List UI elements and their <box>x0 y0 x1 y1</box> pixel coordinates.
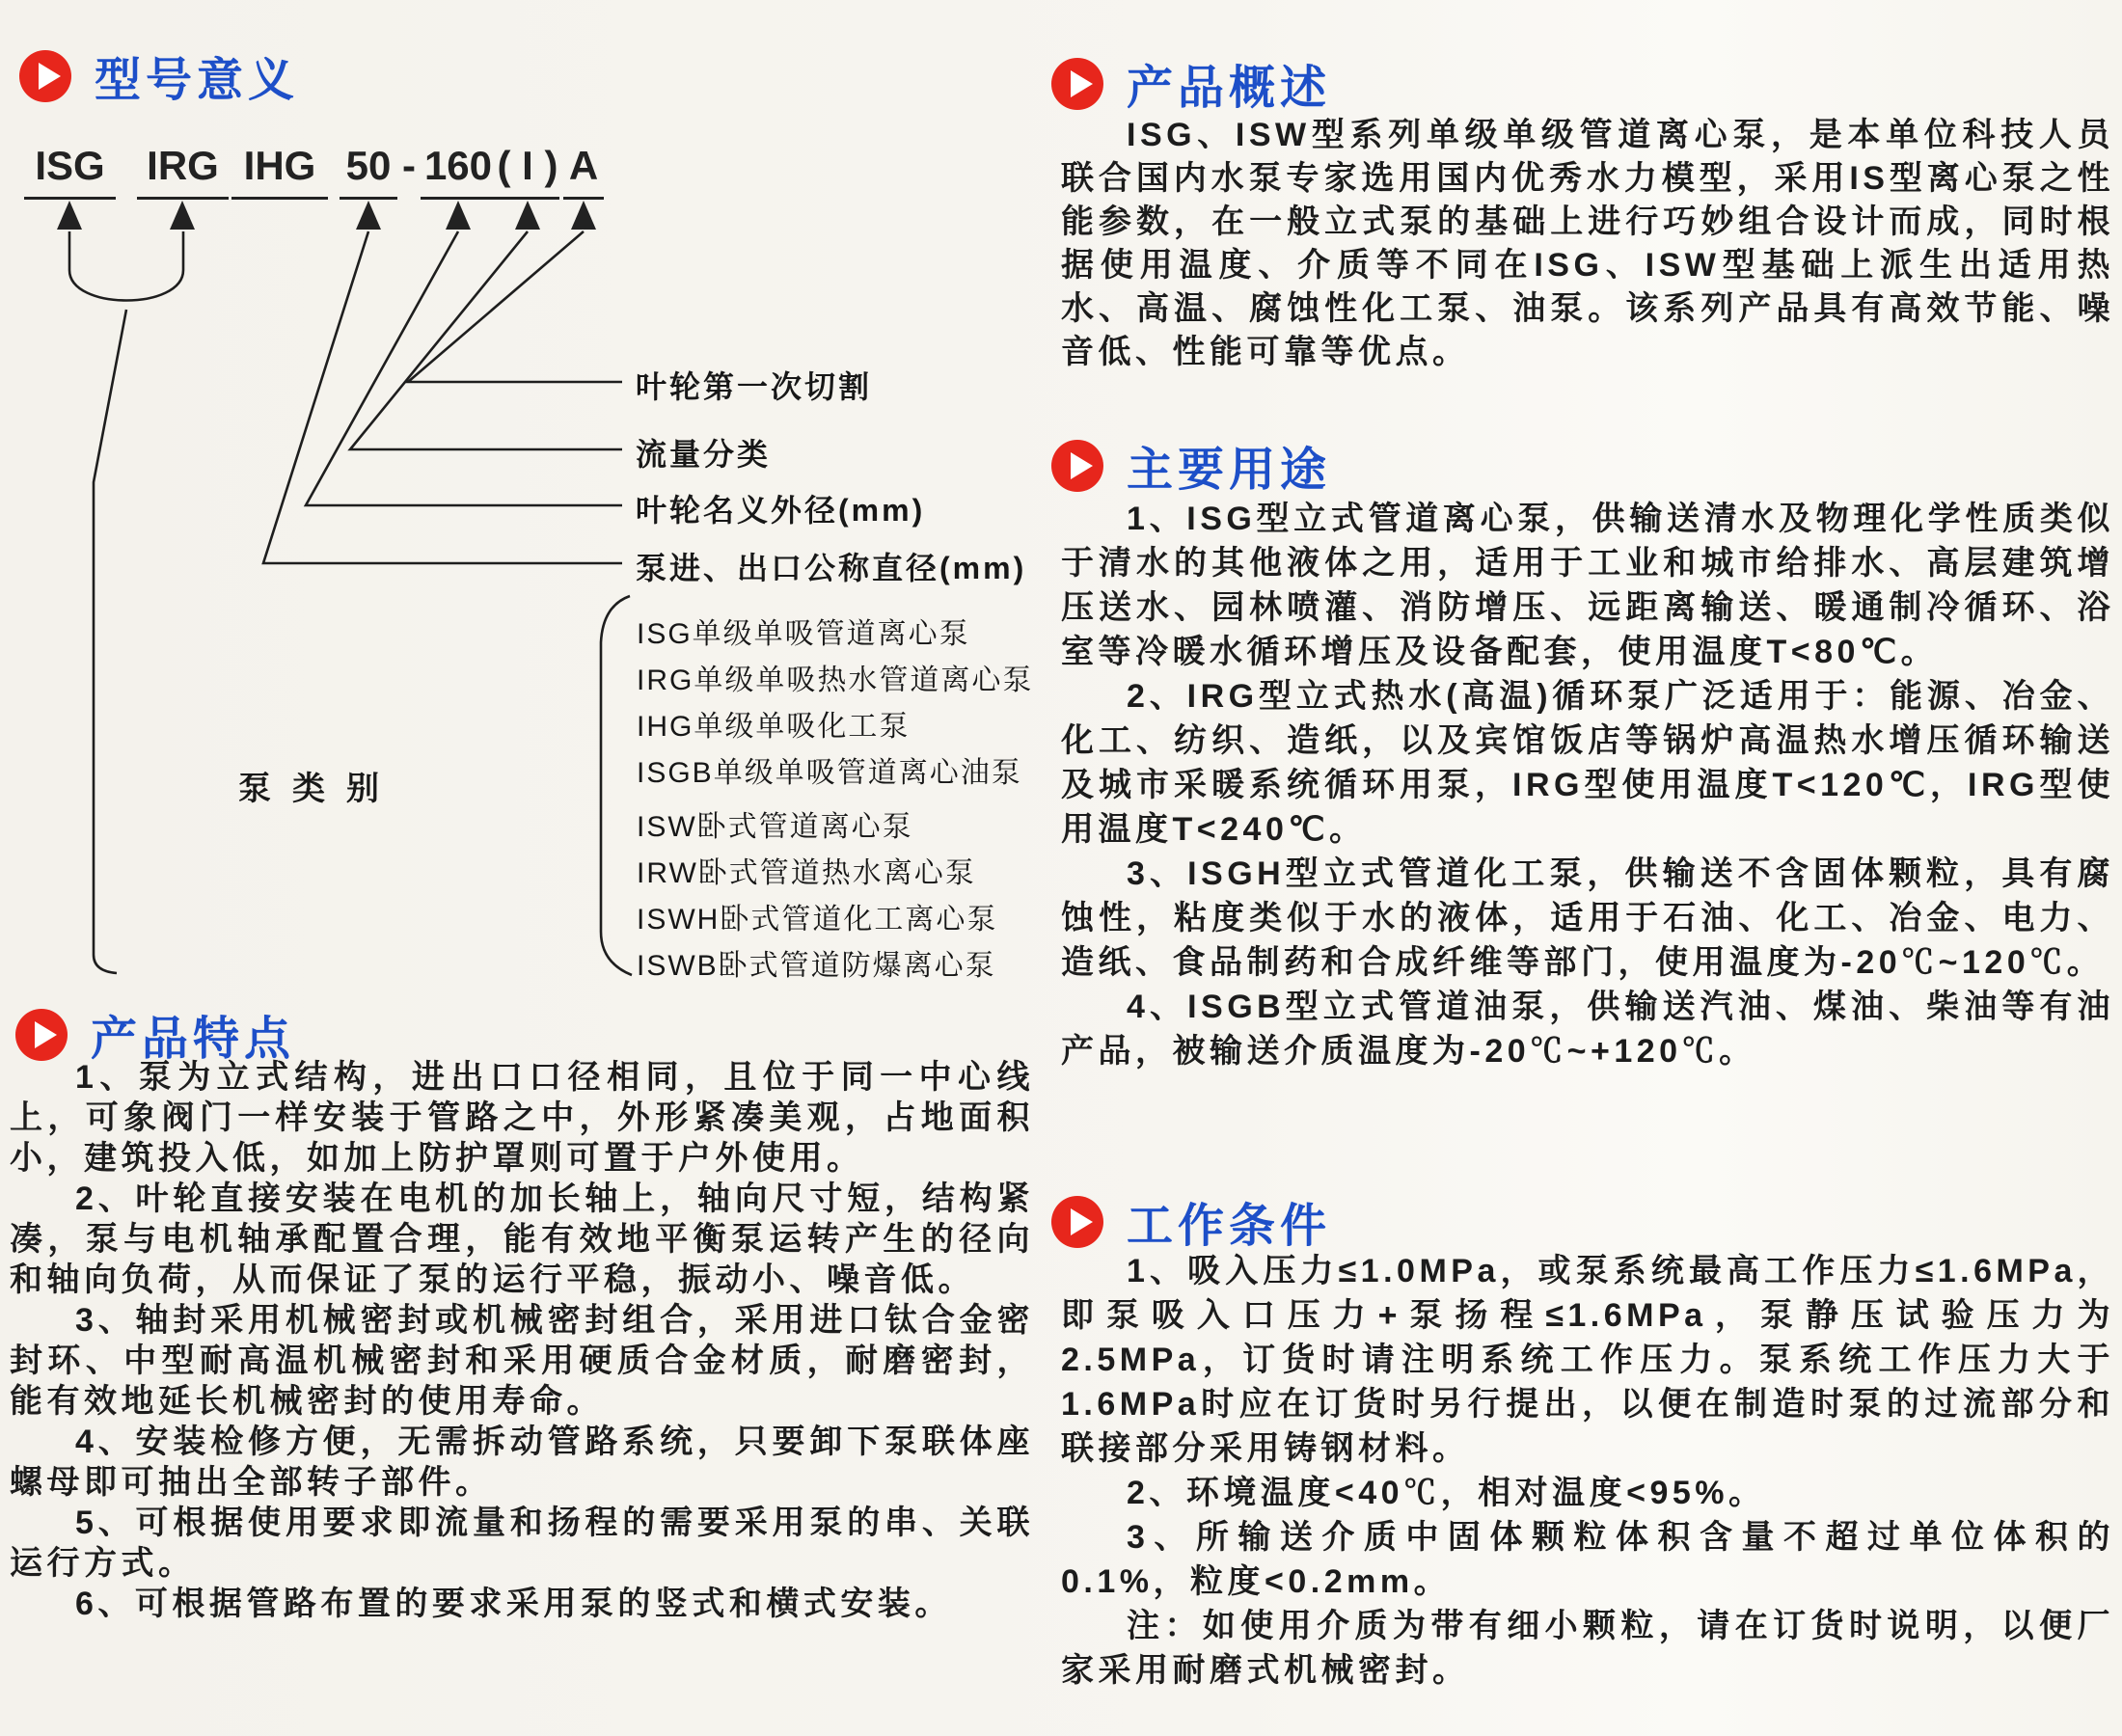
pump-category-label: 泵类别 <box>238 771 400 807</box>
model-segment-ihg: IHG <box>231 143 328 200</box>
model-segment-irg: IRG <box>137 143 229 200</box>
applications-body <box>1061 497 2114 1073</box>
callout-port-diameter: 泵进、出口公称直径(mm) <box>636 551 1027 585</box>
feature-paragraph: 2、叶轮直接安装在电机的加长轴上，轴向尺寸短，结构紧凑，泵与电机轴承配置合理，能有效地平衡泵运转产生的径向和轴向负荷，从而保证了泵的运行平稳，振动小、噪音低。 <box>10 1180 1034 1298</box>
feature-paragraph: 5、可根据使用要求即流量和扬程的需要采用泵的串、关联运行方式。 <box>10 1505 1034 1582</box>
overview-paragraph: ISG、ISW型系列单级单级管道离心泵，是本单位科技人员联合国内水泵专家选用国内优秀水力模型，采用IS型离心泵之性能参数，在一般立式泵的基础上进行巧妙组合设计而成，同时根据使用温度、介质等不同在ISG、ISW型基础上派生出适用热水、高温、腐蚀性化工泵、油泵。该系列产品具有高效节能、噪音低、性能可靠等优点。 <box>1061 117 2114 370</box>
section-header-overview <box>1051 50 1331 117</box>
callout-flow-class: 流量分类 <box>636 437 772 472</box>
overview-body <box>1061 114 2114 374</box>
working-conditions-body <box>1061 1249 2114 1693</box>
callout-impeller-cut: 叶轮第一次切割 <box>636 369 873 404</box>
pump-type-isw: ISW卧式管道离心泵 <box>637 811 913 843</box>
pump-type-irg: IRG单级单吸热水管道离心泵 <box>637 665 1034 696</box>
model-segment-diameter: 160 <box>421 143 496 200</box>
section-title: 产品特点 <box>91 1014 296 1065</box>
inlet-callout-line <box>263 231 622 563</box>
section-title: 主要用途 <box>1127 445 1332 496</box>
pump-type-irw: IRW卧式管道热水离心泵 <box>637 857 976 889</box>
feature-paragraph: 1、泵为立式结构，进出口口径相同，且位于同一中心线上，可象阀门一样安装于管路之中，外形紧凑美观，占地面积小，建筑投入低，如加上防护罩则可置于户外使用。 <box>10 1059 1034 1177</box>
pump-type-iswh: ISWH卧式管道化工离心泵 <box>637 904 998 936</box>
condition-paragraph: 3、所输送介质中固体颗粒体积含量不超过单位体积的0.1%，粒度<0.2mm。 <box>1061 1519 2114 1600</box>
flow-class-callout-line <box>350 231 622 449</box>
callout-impeller-diameter: 叶轮名义外径(mm) <box>636 493 926 528</box>
cut-callout-line <box>408 231 622 382</box>
feature-paragraph: 3、轴封采用机械密封或机械密封组合，采用进口钛合金密封环、中型耐高温机械密封和采用硬质合金材质，耐磨密封，能有效地延长机械密封的使用寿命。 <box>10 1302 1034 1420</box>
pump-type-isgb: ISGB单级单吸管道离心油泵 <box>637 757 1022 789</box>
red-play-bullet-icon <box>1051 440 1103 492</box>
application-paragraph: 1、ISG型立式管道离心泵，供输送清水及物理化学性质类似于清水的其他液体之用，适用于工业和城市给排水、高层建筑增压送水、园林喷灌、消防增压、远距离输送、暖通制冷循环、浴室等冷暖水循环增压及设备配套，使用温度T<80℃。 <box>1061 501 2114 670</box>
section-header-applications <box>1051 432 1331 499</box>
section-header-working-conditions <box>1051 1188 1331 1255</box>
red-play-bullet-icon <box>1051 58 1103 110</box>
red-play-bullet-icon <box>1051 1196 1103 1248</box>
pump-list-bracket <box>601 596 632 975</box>
pump-type-isg: ISG单级单吸管道离心泵 <box>637 618 970 650</box>
model-code-diagram <box>0 0 1061 1022</box>
model-segment-inlet: 50 <box>340 143 397 200</box>
section-title: 产品概述 <box>1127 63 1332 114</box>
condition-paragraph: 2、环境温度<40℃，相对温度<95%。 <box>1127 1475 1766 1511</box>
pump-type-iswb: ISWB卧式管道防爆离心泵 <box>637 950 996 982</box>
u-connector-line <box>69 231 183 301</box>
pump-type-ihg: IHG单级单吸化工泵 <box>637 711 911 743</box>
diameter-callout-line <box>306 231 622 505</box>
application-paragraph: 3、ISGH型立式管道化工泵，供输送不含固体颗粒，具有腐蚀性，粘度类似于水的液体，适用于石油、化工、冶金、电力、造纸、食品制药和合成纤维等部门，使用温度为-20℃~120℃。 <box>1061 855 2114 981</box>
model-segment-isg: ISG <box>24 143 116 200</box>
model-segment-cut: A <box>563 143 604 200</box>
features-body <box>10 1057 1034 1624</box>
condition-paragraph: 1、吸入压力≤1.0MPa，或泵系统最高工作压力≤1.6MPa，即泵吸入口压力+泵扬程≤1.6MPa，泵静压试验压力为2.5MPa，订货时请注明系统工作压力。泵系统工作压力大于1.6MPa时应在订货时另行提出，以便在制造时泵的过流部分和联接部分采用铸钢材料。 <box>1061 1253 2114 1467</box>
application-paragraph: 2、IRG型立式热水(高温)循环泵广泛适用于：能源、冶金、化工、纺织、造纸，以及宾馆饭店等锅炉高温热水增压循环输送及城市采暖系统循环用泵，IRG型使用温度T<120℃，IRG型使用温度T<240℃。 <box>1061 678 2114 848</box>
section-title: 型号意义 <box>95 55 300 106</box>
model-segment-flow-class: ( I ) <box>496 143 559 200</box>
section-title: 工作条件 <box>1127 1201 1332 1252</box>
pump-category-drop-line <box>94 310 126 973</box>
feature-paragraph: 6、可根据管路布置的要求采用泵的竖式和横式安装。 <box>75 1586 952 1622</box>
application-paragraph: 4、ISGB型立式管道油泵，供输送汽油、煤油、柴油等有油产品，被输送介质温度为-20℃~+120℃。 <box>1061 989 2114 1070</box>
condition-note: 注：如使用介质为带有细小颗粒，请在订货时说明，以便厂家采用耐磨式机械密封。 <box>1061 1608 2114 1689</box>
red-play-bullet-icon <box>15 1009 68 1061</box>
feature-paragraph: 4、安装检修方便，无需拆动管路系统，只要卸下泵联体座螺母即可抽出全部转子部件。 <box>10 1424 1034 1501</box>
model-segment-hyphen: - <box>402 143 416 188</box>
